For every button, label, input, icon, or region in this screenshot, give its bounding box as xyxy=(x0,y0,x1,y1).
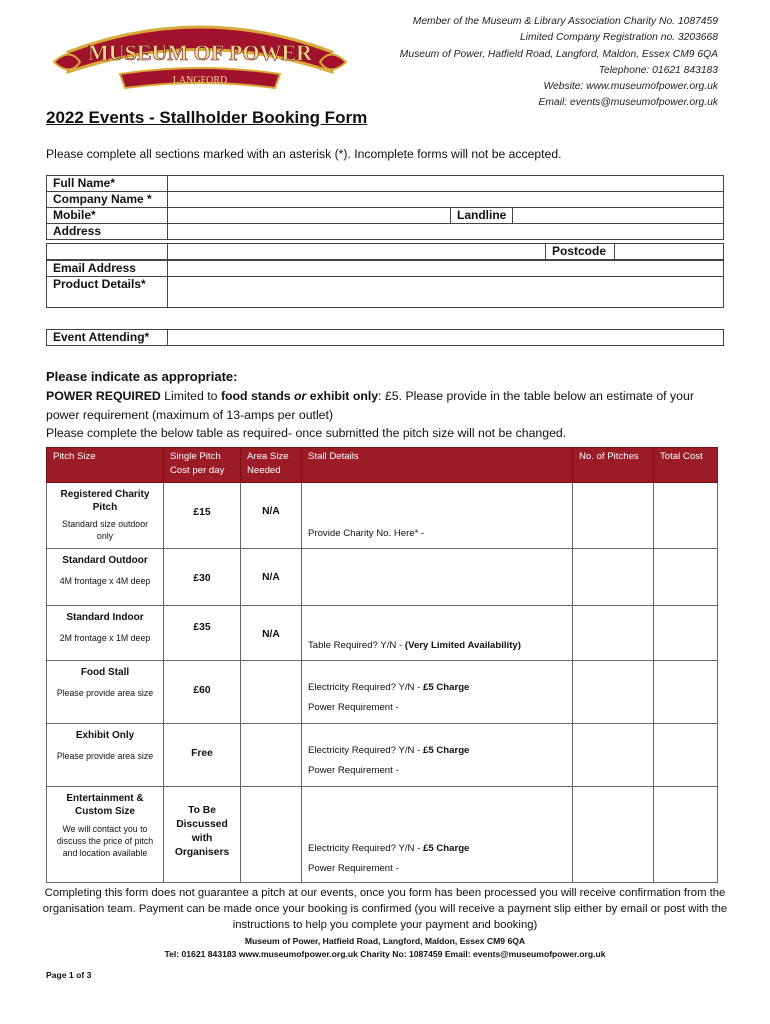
header-line[interactable]: Email: events@museumofpower.org.uk xyxy=(538,97,718,109)
num-pitches-cell[interactable] xyxy=(573,787,654,883)
pitch-name: Standard Indoor xyxy=(66,612,144,623)
power-paragraph xyxy=(46,387,736,424)
header-total-cost: Total Cost xyxy=(654,448,718,483)
area-cell[interactable] xyxy=(241,606,302,661)
address-field[interactable] xyxy=(168,224,724,240)
pitch-cost: £60 xyxy=(193,685,211,696)
pitch-size-cell xyxy=(47,724,164,787)
num-pitches-cell[interactable] xyxy=(573,549,654,606)
pitch-desc: Standard size outdoor only xyxy=(61,519,149,541)
detail-line: Electricity Required? Y/N - xyxy=(308,843,423,854)
event-attending-table xyxy=(46,329,724,346)
area-cell[interactable] xyxy=(241,724,302,787)
event-attending-field[interactable] xyxy=(168,330,724,346)
cost-cell xyxy=(164,787,241,883)
cost-cell xyxy=(164,606,241,661)
area-cell[interactable] xyxy=(241,549,302,606)
pitch-size-cell xyxy=(47,483,164,549)
stall-details-cell[interactable] xyxy=(302,549,573,606)
area-cell[interactable] xyxy=(241,483,302,549)
pitch-desc: 2M frontage x 1M deep xyxy=(59,633,151,643)
total-cost-cell[interactable] xyxy=(654,787,718,883)
pitch-desc: Please provide area size xyxy=(56,751,154,761)
contact-form xyxy=(46,175,724,240)
header-line: Museum of Power, Hatfield Road, Langford, Maldon, Essex CM9 6QA xyxy=(399,48,718,60)
pitch-name: Standard Outdoor xyxy=(62,555,148,566)
power-exhibit-bold: exhibit only xyxy=(306,389,379,403)
table-row xyxy=(47,661,718,724)
power-requirement-line: Power Requirement - xyxy=(308,863,399,874)
header-area-size: Area Size Needed xyxy=(241,448,302,483)
power-text: Limited to xyxy=(160,389,221,403)
complete-note: Please complete the below table as required- once submitted the pitch size will not be changed. xyxy=(46,426,567,440)
pitch-desc: Please provide area size xyxy=(56,688,154,698)
museum-logo xyxy=(50,12,350,94)
header-stall-details: Stall Details xyxy=(302,448,573,483)
total-cost-cell[interactable] xyxy=(654,724,718,787)
detail-bold: £5 Charge xyxy=(423,745,470,756)
email-field[interactable] xyxy=(168,261,724,277)
detail-bold: £5 Charge xyxy=(423,843,470,854)
stall-details-cell[interactable] xyxy=(302,483,573,549)
page-title: 2022 Events - Stallholder Booking Form xyxy=(46,108,368,127)
company-name-label: Company Name * xyxy=(47,192,168,208)
intro-text: Please complete all sections marked with an asterisk (*). Incomplete forms will not be accepted. xyxy=(46,147,562,161)
num-pitches-cell[interactable] xyxy=(573,661,654,724)
pitch-cost: To Be Discussed with Organisers xyxy=(174,805,230,858)
section-heading: Please indicate as appropriate: xyxy=(46,369,238,384)
pitch-table xyxy=(46,447,718,883)
footer-address-line-2: Tel: 01621 843183 www.museumofpower.org.uk Charity No: 1087459 Email: events@museumofpower.org.uk xyxy=(164,948,606,959)
header-line: Member of the Museum & Library Association Charity No. 1087459 xyxy=(412,16,718,27)
num-pitches-cell[interactable] xyxy=(573,724,654,787)
cost-cell xyxy=(164,483,241,549)
cost-cell xyxy=(164,661,241,724)
event-attending-label: Event Attending* xyxy=(47,330,168,346)
pitch-size-cell xyxy=(47,787,164,883)
power-or: or xyxy=(294,389,307,403)
logo-main-text: MUSEUM OF POWER xyxy=(87,40,313,65)
postcode-label: Postcode xyxy=(546,244,615,260)
power-text-2: : £5. Please provide in the table below an estimate of your xyxy=(378,389,694,403)
area-value: N/A xyxy=(262,629,280,640)
footer-note: Completing this form does not guarantee a pitch at our events, once you form has been processed you will receive confirmation from the organisation team. Payment can be made once your booking is confirmed (you will receive a payment slip either by email or post with the instructions to help you complete your payment and booking) xyxy=(42,887,728,931)
total-cost-cell[interactable] xyxy=(654,661,718,724)
cost-cell xyxy=(164,724,241,787)
landline-label: Landline xyxy=(451,208,513,224)
total-cost-cell[interactable] xyxy=(654,606,718,661)
table-row xyxy=(47,483,718,549)
footer-address xyxy=(40,935,730,960)
postcode-row xyxy=(46,243,724,260)
company-name-field[interactable] xyxy=(168,192,724,208)
footer-address-line-1: Museum of Power, Hatfield Road, Langford, Maldon, Essex CM9 6QA xyxy=(244,936,526,946)
total-cost-cell[interactable] xyxy=(654,483,718,549)
cost-cell xyxy=(164,549,241,606)
power-requirement-line: Power Requirement - xyxy=(308,765,399,776)
header-single-cost: Single Pitch Cost per day xyxy=(164,448,241,483)
stall-details-cell[interactable] xyxy=(302,787,573,883)
power-line-2: power requirement (maximum of 13-amps per outlet) xyxy=(46,407,334,422)
pitch-size-cell xyxy=(47,661,164,724)
detail-line: Electricity Required? Y/N - xyxy=(308,682,423,693)
mobile-field[interactable] xyxy=(168,208,451,224)
address-field-2[interactable] xyxy=(168,244,546,260)
table-row xyxy=(47,606,718,661)
product-details-field[interactable] xyxy=(168,277,724,308)
full-name-label: Full Name* xyxy=(47,176,168,192)
pitch-size-cell xyxy=(47,606,164,661)
table-row xyxy=(47,724,718,787)
power-food-bold: food stands xyxy=(220,389,295,403)
power-requirement-line: Power Requirement - xyxy=(308,702,399,713)
pitch-size-cell xyxy=(47,549,164,606)
detail-line: Provide Charity No. Here* - xyxy=(308,528,425,539)
stall-details-cell[interactable] xyxy=(302,661,573,724)
num-pitches-cell[interactable] xyxy=(573,483,654,549)
logo-sub-text: LANGFORD xyxy=(172,75,228,86)
header-info xyxy=(400,14,718,112)
header-line[interactable]: Website: www.museumofpower.org.uk xyxy=(543,81,718,93)
header-line: Limited Company Registration no. 3203668 xyxy=(519,32,718,44)
area-cell[interactable] xyxy=(241,661,302,724)
area-value: N/A xyxy=(262,572,280,583)
table-row xyxy=(47,549,718,606)
detail-line: Electricity Required? Y/N - xyxy=(308,745,423,756)
pitch-cost: £15 xyxy=(193,507,211,518)
product-details-label: Product Details* xyxy=(47,277,168,308)
pitch-name: Registered Charity Pitch xyxy=(60,489,150,513)
pitch-desc: 4M frontage x 4M deep xyxy=(59,576,151,586)
email-label: Email Address xyxy=(47,261,168,277)
total-cost-cell[interactable] xyxy=(654,549,718,606)
detail-line: Table Required? Y/N - xyxy=(308,640,405,651)
table-row xyxy=(47,787,718,883)
header-num-pitches: No. of Pitches xyxy=(573,448,654,483)
pitch-name: Exhibit Only xyxy=(75,730,135,741)
pitch-desc: We will contact you to discuss the price of pitch and location available xyxy=(56,824,154,858)
pitch-cost: £30 xyxy=(193,573,211,584)
header-pitch-size: Pitch Size xyxy=(47,448,164,483)
num-pitches-cell[interactable] xyxy=(573,606,654,661)
area-value: N/A xyxy=(262,506,280,517)
detail-text xyxy=(308,527,566,541)
area-cell[interactable] xyxy=(241,787,302,883)
email-product-table xyxy=(46,260,724,308)
full-name-field[interactable] xyxy=(168,176,724,192)
power-required-bold: POWER REQUIRED xyxy=(46,389,161,403)
detail-bold: £5 Charge xyxy=(423,682,470,693)
page-number: Page 1 of 3 xyxy=(46,970,92,980)
pitch-cost: Free xyxy=(191,748,213,759)
mobile-label: Mobile* xyxy=(47,208,168,224)
stall-details-cell[interactable] xyxy=(302,724,573,787)
header-line: Telephone: 01621 843183 xyxy=(598,64,718,76)
postcode-field[interactable] xyxy=(615,244,724,260)
address-continued-label xyxy=(47,244,168,260)
address-label: Address xyxy=(47,224,168,240)
pitch-name: Entertainment & Custom Size xyxy=(66,793,144,817)
landline-field[interactable] xyxy=(513,208,724,224)
detail-bold: (Very Limited Availability) xyxy=(404,640,521,651)
pitch-cost: £35 xyxy=(193,622,211,633)
pitch-name: Food Stall xyxy=(80,667,130,678)
stall-details-cell[interactable] xyxy=(302,606,573,661)
